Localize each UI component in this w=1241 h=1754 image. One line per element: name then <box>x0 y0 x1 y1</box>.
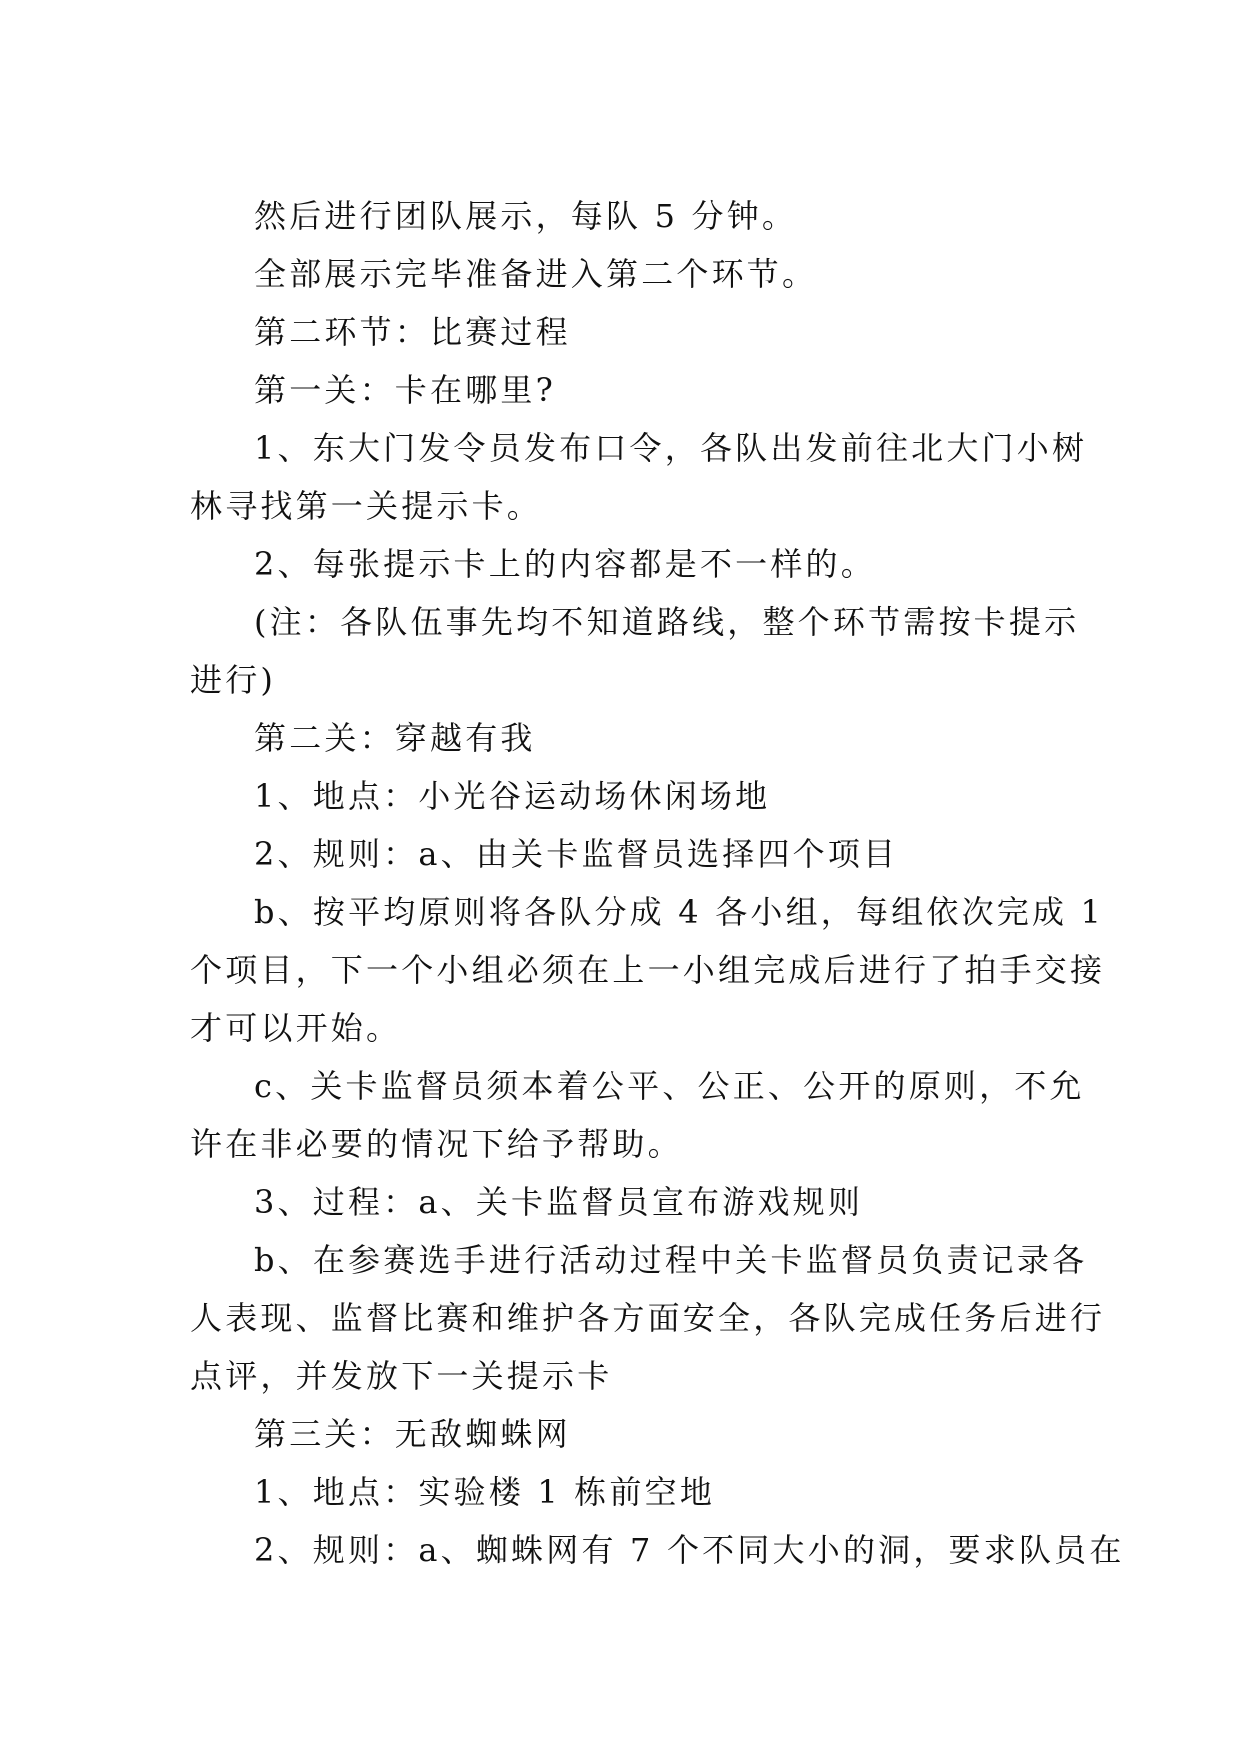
text-line: 林寻找第一关提示卡。 <box>190 487 543 525</box>
section-heading: 第二环节：比赛过程 <box>254 313 571 351</box>
text-line: 许在非必要的情况下给予帮助。 <box>190 1125 683 1163</box>
note-line: 进行) <box>190 661 277 699</box>
text-line: 点评，并发放下一关提示卡 <box>190 1357 613 1395</box>
text-line: c、关卡监督员须本着公平、公正、公开的原则，不允 <box>254 1067 1085 1105</box>
text-line: 2、规则：a、蜘蛛网有 7 个不同大小的洞，要求队员在 <box>254 1531 1125 1569</box>
note-line: (注：各队伍事先均不知道路线，整个环节需按卡提示 <box>254 603 1080 641</box>
stage-heading: 第二关：穿越有我 <box>254 719 536 757</box>
text-line: b、在参赛选手进行活动过程中关卡监督员负责记录各 <box>254 1241 1088 1279</box>
text-line: 1、东大门发令员发布口令，各队出发前往北大门小树 <box>254 429 1088 467</box>
text-line: 1、地点：实验楼 1 栋前空地 <box>254 1473 716 1511</box>
text-line: 1、地点：小光谷运动场休闲场地 <box>254 777 771 815</box>
stage-heading: 第三关：无敌蜘蛛网 <box>254 1415 571 1453</box>
text-line: 2、规则：a、由关卡监督员选择四个项目 <box>254 835 899 873</box>
text-line: b、按平均原则将各队分成 4 各小组，每组依次完成 1 <box>254 893 1105 931</box>
text-line: 全部展示完毕准备进入第二个环节。 <box>254 255 818 293</box>
text-line: 然后进行团队展示，每队 5 分钟。 <box>254 197 798 235</box>
text-line: 个项目，下一个小组必须在上一小组完成后进行了拍手交接 <box>190 951 1106 989</box>
stage-heading: 第一关：卡在哪里? <box>254 371 556 409</box>
text-line: 3、过程：a、关卡监督员宣布游戏规则 <box>254 1183 864 1221</box>
text-line: 人表现、监督比赛和维护各方面安全，各队完成任务后进行 <box>190 1299 1106 1337</box>
text-line: 才可以开始。 <box>190 1009 402 1047</box>
text-line: 2、每张提示卡上的内容都是不一样的。 <box>254 545 876 583</box>
